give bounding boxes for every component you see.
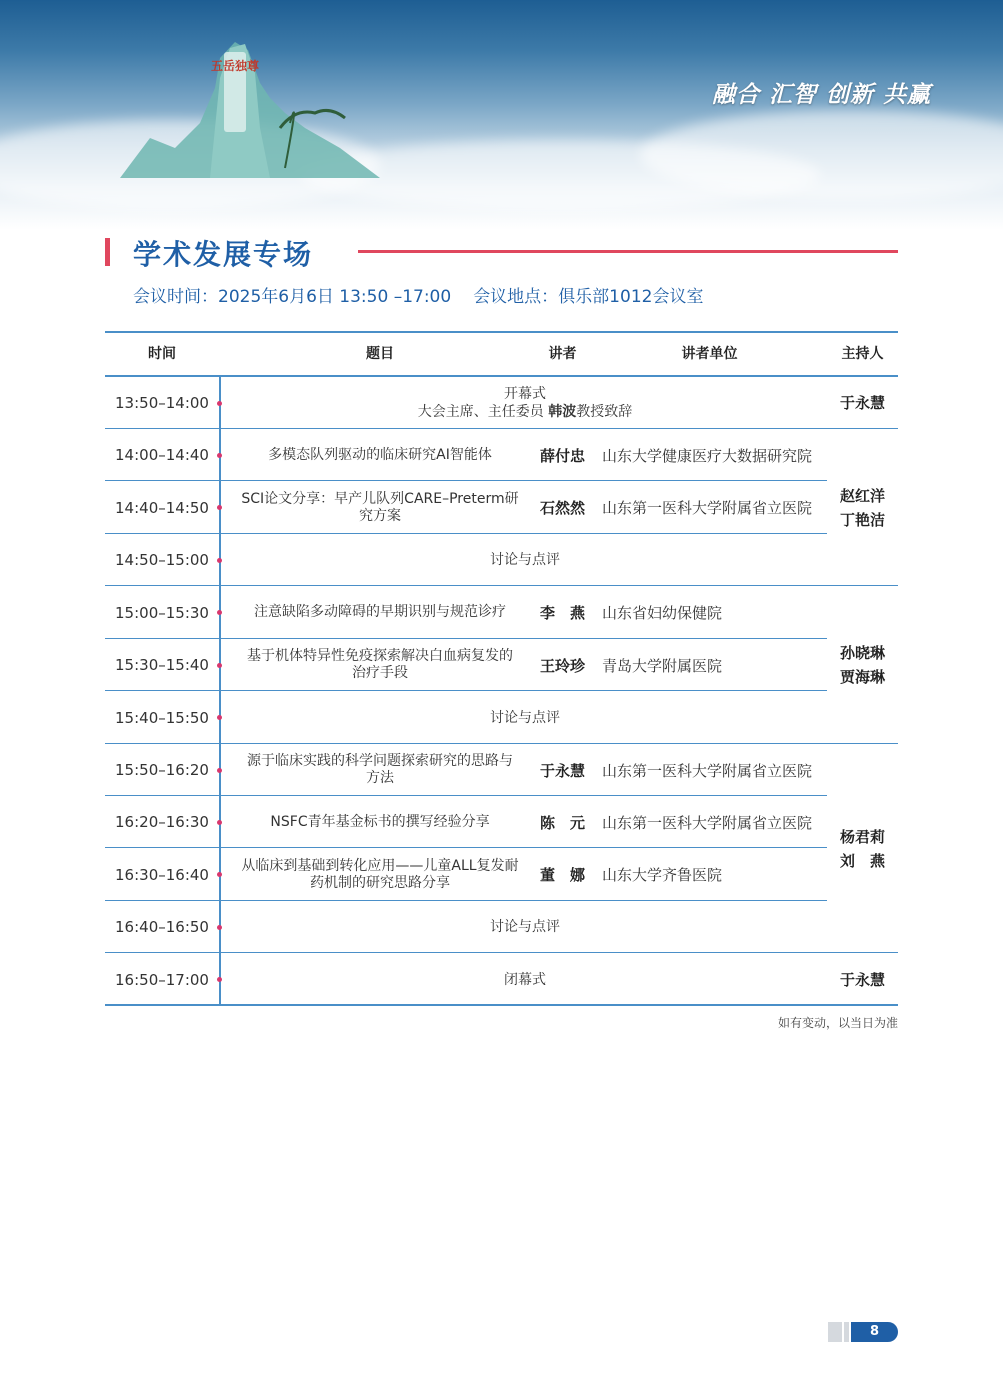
host-cell bbox=[827, 953, 898, 1006]
timeline-dot bbox=[217, 453, 222, 458]
timeline-dot bbox=[217, 768, 222, 773]
table-bottom-border bbox=[105, 1004, 898, 1006]
header-banner bbox=[0, 0, 1003, 230]
header-host: 主持人 bbox=[841, 346, 884, 362]
span-text: 大会主席、主任委员 bbox=[417, 404, 549, 420]
row-time: 16:20–16:30 bbox=[115, 813, 209, 831]
table-row bbox=[105, 377, 898, 429]
table-row bbox=[105, 744, 898, 796]
slogan: 融合 汇智 创新 共赢 bbox=[711, 82, 931, 108]
table-row bbox=[105, 691, 898, 744]
row-unit: 山东第一医科大学附属省立医院 bbox=[602, 499, 813, 517]
row-unit: 山东大学齐鲁医院 bbox=[602, 866, 723, 884]
chair-name: 韩波 bbox=[548, 404, 577, 420]
row-time: 13:50–14:00 bbox=[115, 394, 209, 412]
section-divider bbox=[358, 250, 898, 253]
table-row bbox=[105, 429, 898, 481]
row-unit: 山东第一医科大学附属省立医院 bbox=[602, 761, 813, 780]
host-cell bbox=[827, 377, 898, 429]
page-tab-decoration bbox=[828, 1322, 842, 1342]
host-name: 于永慧 bbox=[839, 970, 885, 989]
table-header bbox=[105, 331, 898, 377]
meeting-time: 会议时间：2025年6月6日 13:50 –17:00 bbox=[133, 287, 452, 307]
schedule-table bbox=[105, 331, 898, 1006]
row-time: 15:30–15:40 bbox=[115, 656, 209, 674]
logo-text: 五岳独尊 bbox=[210, 59, 260, 73]
table-row bbox=[105, 953, 898, 1006]
span-text: 教授致辞 bbox=[576, 404, 633, 420]
row-topic: SCI论文分享：早产儿队列CARE–Preterm研究方案 bbox=[241, 490, 519, 524]
page-tab-decoration bbox=[844, 1322, 849, 1342]
timeline-dot bbox=[217, 820, 222, 825]
host-name: 刘 燕 bbox=[839, 851, 885, 870]
timeline-dot bbox=[217, 401, 222, 406]
discussion: 讨论与点评 bbox=[490, 552, 560, 568]
table-row bbox=[105, 586, 898, 639]
row-time: 15:50–16:20 bbox=[115, 761, 209, 779]
discussion: 讨论与点评 bbox=[490, 919, 560, 935]
closing-ceremony: 闭幕式 bbox=[504, 971, 546, 988]
row-unit: 山东大学健康医疗大数据研究院 bbox=[602, 446, 813, 465]
header-speaker: 讲者 bbox=[548, 346, 577, 362]
footnote: 如有变动，以当日为准 bbox=[777, 1016, 898, 1030]
table-row bbox=[105, 534, 898, 586]
row-time: 14:50–15:00 bbox=[115, 551, 209, 569]
meeting-info bbox=[133, 282, 703, 307]
header-unit: 讲者单位 bbox=[681, 346, 738, 362]
span-line: 开幕式 bbox=[504, 386, 546, 402]
mount-tai-illustration-icon bbox=[120, 28, 380, 178]
host-name: 孙晓琳 bbox=[839, 644, 885, 662]
row-unit: 山东省妇幼保健院 bbox=[602, 604, 723, 622]
row-time: 16:40–16:50 bbox=[115, 918, 209, 936]
row-topic: 多模态队列驱动的临床研究AI智能体 bbox=[268, 446, 492, 463]
row-time: 16:30–16:40 bbox=[115, 865, 209, 884]
host-name: 丁艳洁 bbox=[839, 510, 885, 529]
row-unit: 青岛大学附属医院 bbox=[602, 656, 723, 675]
row-speaker: 于永慧 bbox=[539, 761, 585, 780]
timeline-dot bbox=[217, 663, 222, 668]
timeline-dot bbox=[217, 872, 222, 877]
host-name: 于永慧 bbox=[839, 394, 885, 412]
meeting-place: 会议地点：俱乐部1012会议室 bbox=[473, 287, 704, 307]
row-speaker: 陈 元 bbox=[539, 813, 585, 832]
opening-ceremony bbox=[225, 377, 825, 429]
span-line bbox=[418, 403, 632, 421]
host-cell bbox=[827, 744, 898, 953]
timeline-dot bbox=[217, 925, 222, 930]
host-cell bbox=[827, 586, 898, 744]
row-speaker: 李 燕 bbox=[539, 604, 585, 622]
row-speaker: 王玲珍 bbox=[539, 656, 585, 675]
section-accent-bar bbox=[105, 238, 110, 266]
host-name: 贾海琳 bbox=[839, 668, 885, 686]
timeline-dot bbox=[217, 610, 222, 615]
discussion: 讨论与点评 bbox=[490, 709, 560, 726]
row-time: 14:40–14:50 bbox=[115, 498, 209, 517]
row-time: 15:00–15:30 bbox=[115, 603, 209, 622]
row-topic: 基于机体特异性免疫探索解决白血病复发的治疗手段 bbox=[247, 648, 513, 681]
row-speaker: 薛付忠 bbox=[539, 446, 585, 465]
row-topic: NSFC青年基金标书的撰写经验分享 bbox=[270, 813, 490, 830]
row-topic: 注意缺陷多动障碍的早期识别与规范诊疗 bbox=[254, 604, 506, 620]
row-topic: 源于临床实践的科学问题探索研究的思路与方法 bbox=[247, 753, 513, 786]
table-row bbox=[105, 796, 898, 848]
section-title: 学术发展专场 bbox=[133, 238, 314, 271]
row-time: 16:50–17:00 bbox=[115, 970, 209, 989]
timeline-dot bbox=[217, 558, 222, 563]
host-cell bbox=[827, 429, 898, 586]
row-speaker: 董 娜 bbox=[539, 866, 585, 884]
host-name: 杨君莉 bbox=[839, 827, 885, 846]
header-time: 时间 bbox=[148, 346, 176, 362]
table-row bbox=[105, 481, 898, 534]
row-unit: 山东第一医科大学附属省立医院 bbox=[602, 813, 813, 832]
row-speaker: 石然然 bbox=[539, 499, 585, 517]
page-number: 8 bbox=[851, 1322, 898, 1342]
host-name: 赵红洋 bbox=[839, 486, 885, 505]
header-topic: 题目 bbox=[366, 346, 394, 362]
timeline-dot bbox=[217, 715, 222, 720]
timeline-dot bbox=[217, 977, 222, 982]
row-topic: 从临床到基础到转化应用——儿童ALL复发耐药机制的研究思路分享 bbox=[241, 857, 519, 891]
row-time: 15:40–15:50 bbox=[115, 708, 209, 727]
table-row bbox=[105, 639, 898, 691]
timeline-dot bbox=[217, 505, 222, 510]
table-row bbox=[105, 901, 898, 953]
table-row bbox=[105, 848, 898, 901]
table-body bbox=[105, 377, 898, 1006]
row-time: 14:00–14:40 bbox=[115, 446, 209, 464]
